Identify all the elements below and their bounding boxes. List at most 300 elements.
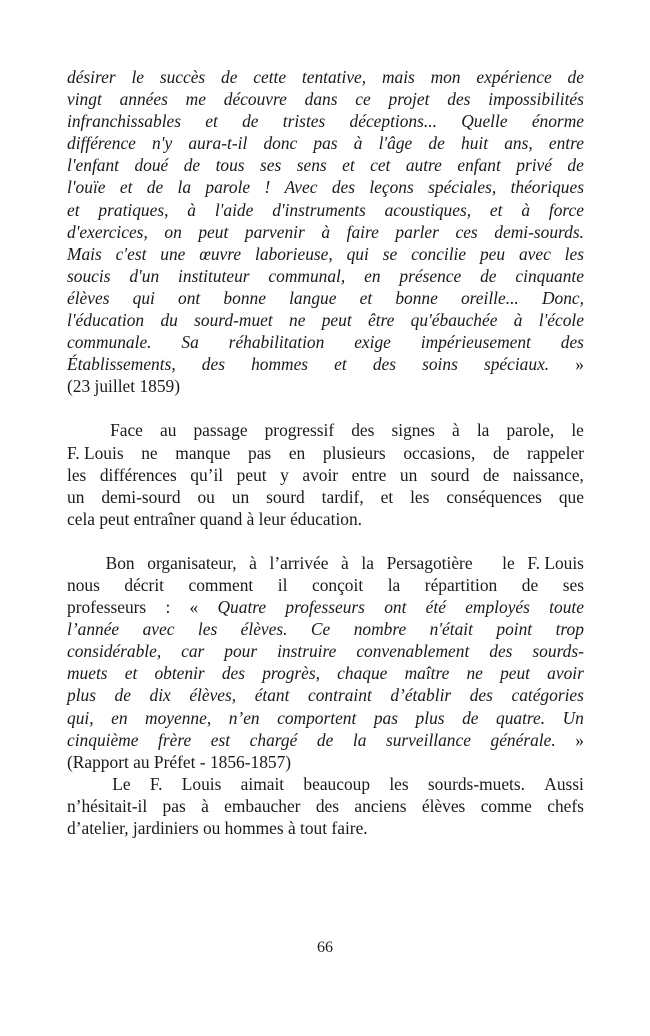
word: de (521, 574, 539, 595)
page-number: 66 (317, 939, 333, 956)
word: élèves. (240, 619, 288, 640)
word: passage (193, 420, 248, 441)
word: des (351, 420, 375, 441)
word: un (399, 464, 418, 485)
word: de (428, 133, 445, 154)
word: tous (215, 155, 245, 176)
word: Aussi (544, 773, 584, 794)
word: de (242, 111, 259, 132)
word: surveillance (385, 729, 471, 750)
word: des (447, 89, 471, 110)
word: la (177, 177, 192, 198)
word: de (183, 155, 201, 176)
word: Quelle (461, 111, 508, 132)
word: pas (162, 795, 186, 816)
word: aura-t-il (188, 133, 248, 154)
word: un (231, 486, 250, 507)
text-line (67, 419, 584, 441)
text-line (67, 331, 584, 353)
word: que (558, 486, 584, 507)
word: autre (405, 155, 442, 176)
word: soucis (67, 265, 111, 286)
word: et (489, 199, 503, 220)
word: tristes (282, 111, 326, 132)
word: cela peut entraîner quand à leur éducation. (67, 508, 363, 529)
word: l’année (67, 619, 120, 640)
word: désirer (67, 67, 116, 87)
word: organisateur, (147, 552, 237, 573)
word: signes (391, 420, 435, 441)
word: maître (404, 663, 450, 684)
word: occasions, (403, 442, 476, 463)
word: Ce (310, 619, 331, 640)
word: le (571, 420, 584, 441)
word: sourds- (532, 641, 584, 662)
word: hommes (251, 354, 309, 375)
word: cinquième (67, 729, 139, 750)
word: en (364, 265, 381, 286)
word: des (469, 685, 493, 706)
word: une (160, 243, 186, 264)
word: parvenir (244, 221, 305, 242)
word: force (548, 199, 584, 220)
word: des (201, 354, 225, 375)
word: pas (373, 707, 399, 728)
word: et (119, 177, 133, 198)
text-line (67, 442, 584, 464)
word: le (502, 552, 515, 573)
word: élèves (67, 287, 110, 308)
word: nombre (353, 619, 407, 640)
word: sourd-muet (194, 310, 273, 331)
word: la (352, 729, 367, 750)
paragraph (67, 375, 584, 397)
text-line (67, 707, 584, 729)
word: Quatre (217, 597, 267, 618)
word: ne (141, 442, 158, 463)
word: cet (370, 155, 391, 176)
word: pas (313, 133, 338, 154)
paragraph (67, 419, 584, 529)
word: avec (142, 619, 175, 640)
word: avoir (302, 464, 339, 485)
word: convenablement (356, 641, 470, 662)
text-line (67, 795, 584, 817)
text-line (67, 508, 584, 530)
text-line (67, 574, 584, 596)
word: pour (224, 641, 258, 662)
word: de (316, 729, 334, 750)
text-line (67, 640, 584, 662)
text-line (67, 154, 584, 176)
word: des (315, 795, 339, 816)
word: des (560, 332, 584, 353)
word: professeurs (285, 597, 365, 618)
word: faire (346, 221, 379, 242)
word: plus (415, 707, 445, 728)
word: qui, (67, 707, 94, 728)
word: langue (289, 287, 337, 308)
word: F. Louis (527, 552, 584, 573)
word: catégories (511, 685, 584, 706)
word: impérieusement (420, 332, 531, 353)
word: l’arrivée (269, 552, 329, 573)
word: être (367, 310, 395, 331)
word: tentative, (301, 67, 367, 87)
word: la (476, 420, 490, 441)
word: ou (197, 486, 215, 507)
word: de (221, 67, 238, 87)
word: (Rapport au Préfet - 1856-1857) (67, 751, 292, 772)
word: l'aide (214, 199, 254, 220)
word: et (359, 287, 373, 308)
word: à (187, 199, 196, 220)
word: soins (422, 354, 458, 375)
word: à (353, 133, 363, 154)
word: qu'ébauchée (410, 310, 498, 331)
word: vingt (67, 89, 102, 110)
text-line (67, 729, 584, 751)
word: n'était (429, 619, 473, 640)
word: élèves, (189, 685, 237, 706)
word: embaucher (224, 795, 301, 816)
word: et (67, 199, 80, 220)
word: n'y (152, 133, 173, 154)
word: et (124, 663, 138, 684)
text-line (67, 221, 584, 243)
text-line (67, 464, 584, 486)
word: pas (248, 442, 272, 463)
word: à (249, 552, 257, 573)
word: me (185, 89, 206, 110)
word: la (387, 574, 401, 595)
word: de (482, 464, 500, 485)
word: impossibilités (488, 89, 584, 110)
word: toute (549, 597, 584, 618)
text-line (67, 110, 584, 132)
word: à (321, 221, 331, 242)
text-line (67, 309, 584, 331)
word: ses (260, 155, 282, 176)
word: moyenne, (145, 707, 212, 728)
word: d’atelier, jardiniers ou hommes à tout faire. (67, 818, 368, 838)
word: bonne (395, 287, 438, 308)
word: le (131, 67, 144, 87)
word: : (165, 597, 171, 618)
word: mon (430, 67, 461, 87)
word: peut (236, 464, 267, 485)
word: de (567, 155, 584, 176)
word: déceptions... (349, 111, 437, 132)
word: frère (158, 729, 192, 750)
word: infranchissables (67, 111, 182, 132)
word: dans (304, 89, 338, 110)
word: œuvre (199, 243, 242, 264)
word: anciens (354, 795, 407, 816)
word: communale. (67, 332, 152, 353)
word: conçoit (311, 574, 364, 595)
word: F. Louis (67, 442, 124, 463)
word: muets (67, 663, 108, 684)
word: d'instruments (272, 199, 366, 220)
word: tardif, (321, 486, 364, 507)
text-line (67, 132, 584, 154)
word: professeurs (67, 597, 147, 618)
word: étant (254, 685, 290, 706)
word (485, 552, 489, 574)
word: projet (388, 89, 430, 110)
word: ont (178, 287, 201, 308)
text-line (67, 88, 584, 110)
word: à (201, 795, 209, 816)
word: n’en (228, 707, 260, 728)
word: été (425, 597, 446, 618)
word: de (146, 177, 164, 198)
word: l'ouïe (67, 177, 106, 198)
word: chaque (337, 663, 388, 684)
word: du (160, 310, 178, 331)
word: sourd (430, 464, 470, 485)
word: peut (500, 663, 531, 684)
word: élèves (421, 795, 466, 816)
paragraph (67, 66, 584, 375)
word: quatre. (496, 707, 546, 728)
word: Un (562, 707, 584, 728)
word: y (280, 464, 289, 485)
word: découvre (223, 89, 287, 110)
word: Donc, (541, 287, 584, 308)
word: donc (263, 133, 298, 154)
text-line (67, 751, 584, 773)
text-column (67, 66, 584, 839)
word: exige (354, 332, 391, 353)
word: obtenir (154, 663, 205, 684)
word: enfant (457, 155, 501, 176)
text-line (67, 243, 584, 265)
word: concilie (411, 243, 467, 264)
word: peut (198, 221, 229, 242)
word: naissance, (512, 464, 584, 485)
word: leçons (369, 177, 414, 198)
word: qu’il (190, 464, 224, 485)
word: Le (112, 773, 131, 794)
word: des (489, 641, 513, 662)
word: Établissements, (67, 354, 176, 375)
word: sourds-muets. (427, 773, 525, 794)
word: dix (149, 685, 171, 706)
word: ont (384, 597, 407, 618)
word: mais (381, 67, 415, 87)
word: l'école (538, 310, 584, 331)
word: des (221, 663, 246, 684)
word: progrès, (262, 663, 321, 684)
word: générale. (490, 729, 556, 750)
word: se (382, 243, 398, 264)
word: trop (555, 619, 584, 640)
word: présence (399, 265, 462, 286)
word: la (361, 552, 374, 573)
word: Louis (181, 773, 222, 794)
word: réhabilitation (228, 332, 325, 353)
word: les (564, 243, 584, 264)
word: l'éducation (67, 310, 145, 331)
word: en (288, 442, 306, 463)
text-line (67, 353, 584, 375)
word: instituteur (178, 265, 250, 286)
word: peu (479, 243, 506, 264)
word: et (334, 354, 347, 375)
word: huit (461, 133, 489, 154)
word: années (119, 89, 168, 110)
word: ce (355, 89, 371, 110)
word: n’hésitait-il (67, 795, 148, 816)
word: parole (205, 177, 251, 198)
word: l'enfant (67, 155, 120, 176)
word: spéciales, (428, 177, 497, 198)
word: privé (516, 155, 552, 176)
word: sourd (266, 486, 305, 507)
word: Mais (67, 243, 102, 264)
word: et (205, 111, 218, 132)
word: décrit (124, 574, 164, 595)
word: bonne (223, 287, 266, 308)
word: succès (159, 67, 206, 87)
text-line (67, 662, 584, 684)
word: il (277, 574, 288, 595)
word: les (389, 773, 409, 794)
paragraph (67, 751, 584, 773)
paragraph (67, 773, 584, 839)
word: et (342, 155, 355, 176)
word: ans, (504, 133, 533, 154)
word: un (67, 486, 85, 507)
word: point (496, 619, 533, 640)
word: rappeler (527, 442, 584, 463)
word: (23 juillet 1859) (67, 376, 181, 397)
word: laborieuse, (254, 243, 333, 264)
word: instruire (277, 641, 337, 662)
word: avec (518, 243, 551, 264)
word: plus (67, 685, 96, 706)
word: considérable, (67, 641, 162, 662)
word: c'est (115, 243, 147, 264)
word: des (331, 177, 355, 198)
word: répartition (424, 574, 498, 595)
text-line (67, 486, 584, 508)
word: manque (175, 442, 231, 463)
word: plusieurs (322, 442, 386, 463)
text-line (67, 552, 584, 574)
word: conséquences (446, 486, 542, 507)
text-line (67, 287, 584, 309)
word: spéciaux. (483, 354, 550, 375)
text-line (67, 817, 584, 839)
word: Avec (284, 177, 318, 198)
word: d'un (129, 265, 160, 286)
word: de (480, 265, 497, 286)
word: beaucoup (303, 773, 371, 794)
word: en (111, 707, 128, 728)
text-line (67, 596, 584, 618)
word: est (210, 729, 231, 750)
word: chefs (547, 795, 584, 816)
word: progressif (264, 420, 335, 441)
word: parole, (506, 420, 555, 441)
word: on (164, 221, 182, 242)
word: qui (346, 243, 369, 264)
word: communal, (268, 265, 346, 286)
text-line (67, 375, 584, 397)
text-line (67, 199, 584, 221)
word: demi-sourds. (494, 221, 584, 242)
word: » (575, 729, 584, 750)
word: peut (321, 310, 352, 331)
word: parler (395, 221, 439, 242)
word: énorme (531, 111, 584, 132)
text-line (67, 773, 584, 795)
word: doué (134, 155, 169, 176)
word: théoriques (510, 177, 584, 198)
word: avoir (547, 663, 584, 684)
word: nous (67, 574, 100, 595)
word: de (114, 685, 131, 706)
word: demi-sourd (101, 486, 181, 507)
word: acoustiques, (384, 199, 472, 220)
word: l'âge (378, 133, 413, 154)
word: cette (253, 67, 287, 87)
word: ses (562, 574, 584, 595)
word: différences (99, 464, 177, 485)
word: à (513, 310, 523, 331)
word: Bon (105, 552, 135, 573)
word: » (575, 354, 584, 375)
word: au (159, 420, 177, 441)
word: de (462, 707, 479, 728)
word: « (189, 597, 199, 618)
word: à (452, 420, 460, 441)
word: les (67, 464, 87, 485)
word: des (372, 354, 396, 375)
word: aimait (240, 773, 285, 794)
word: Face (110, 420, 143, 441)
word: oreille... (460, 287, 519, 308)
word: d’établir (390, 685, 452, 706)
text-line (67, 265, 584, 287)
word: comment (188, 574, 254, 595)
word: entre (351, 464, 387, 485)
word: à (341, 552, 349, 573)
word: différence (67, 133, 136, 154)
text-line (67, 176, 584, 198)
word: ces (455, 221, 478, 242)
word: et (380, 486, 394, 507)
word: car (181, 641, 205, 662)
word: ! (264, 177, 271, 198)
word: de (567, 67, 584, 87)
word: F. (149, 773, 163, 794)
word: à (521, 199, 531, 220)
text-line (67, 684, 584, 706)
word: qui (132, 287, 155, 308)
word: employés (465, 597, 530, 618)
text-line (67, 66, 584, 88)
word: expérience (476, 67, 552, 87)
word: d'exercices, (67, 221, 148, 242)
word: contraint (308, 685, 372, 706)
word: ne (289, 310, 306, 331)
word: comme (480, 795, 532, 816)
word: sens (296, 155, 327, 176)
